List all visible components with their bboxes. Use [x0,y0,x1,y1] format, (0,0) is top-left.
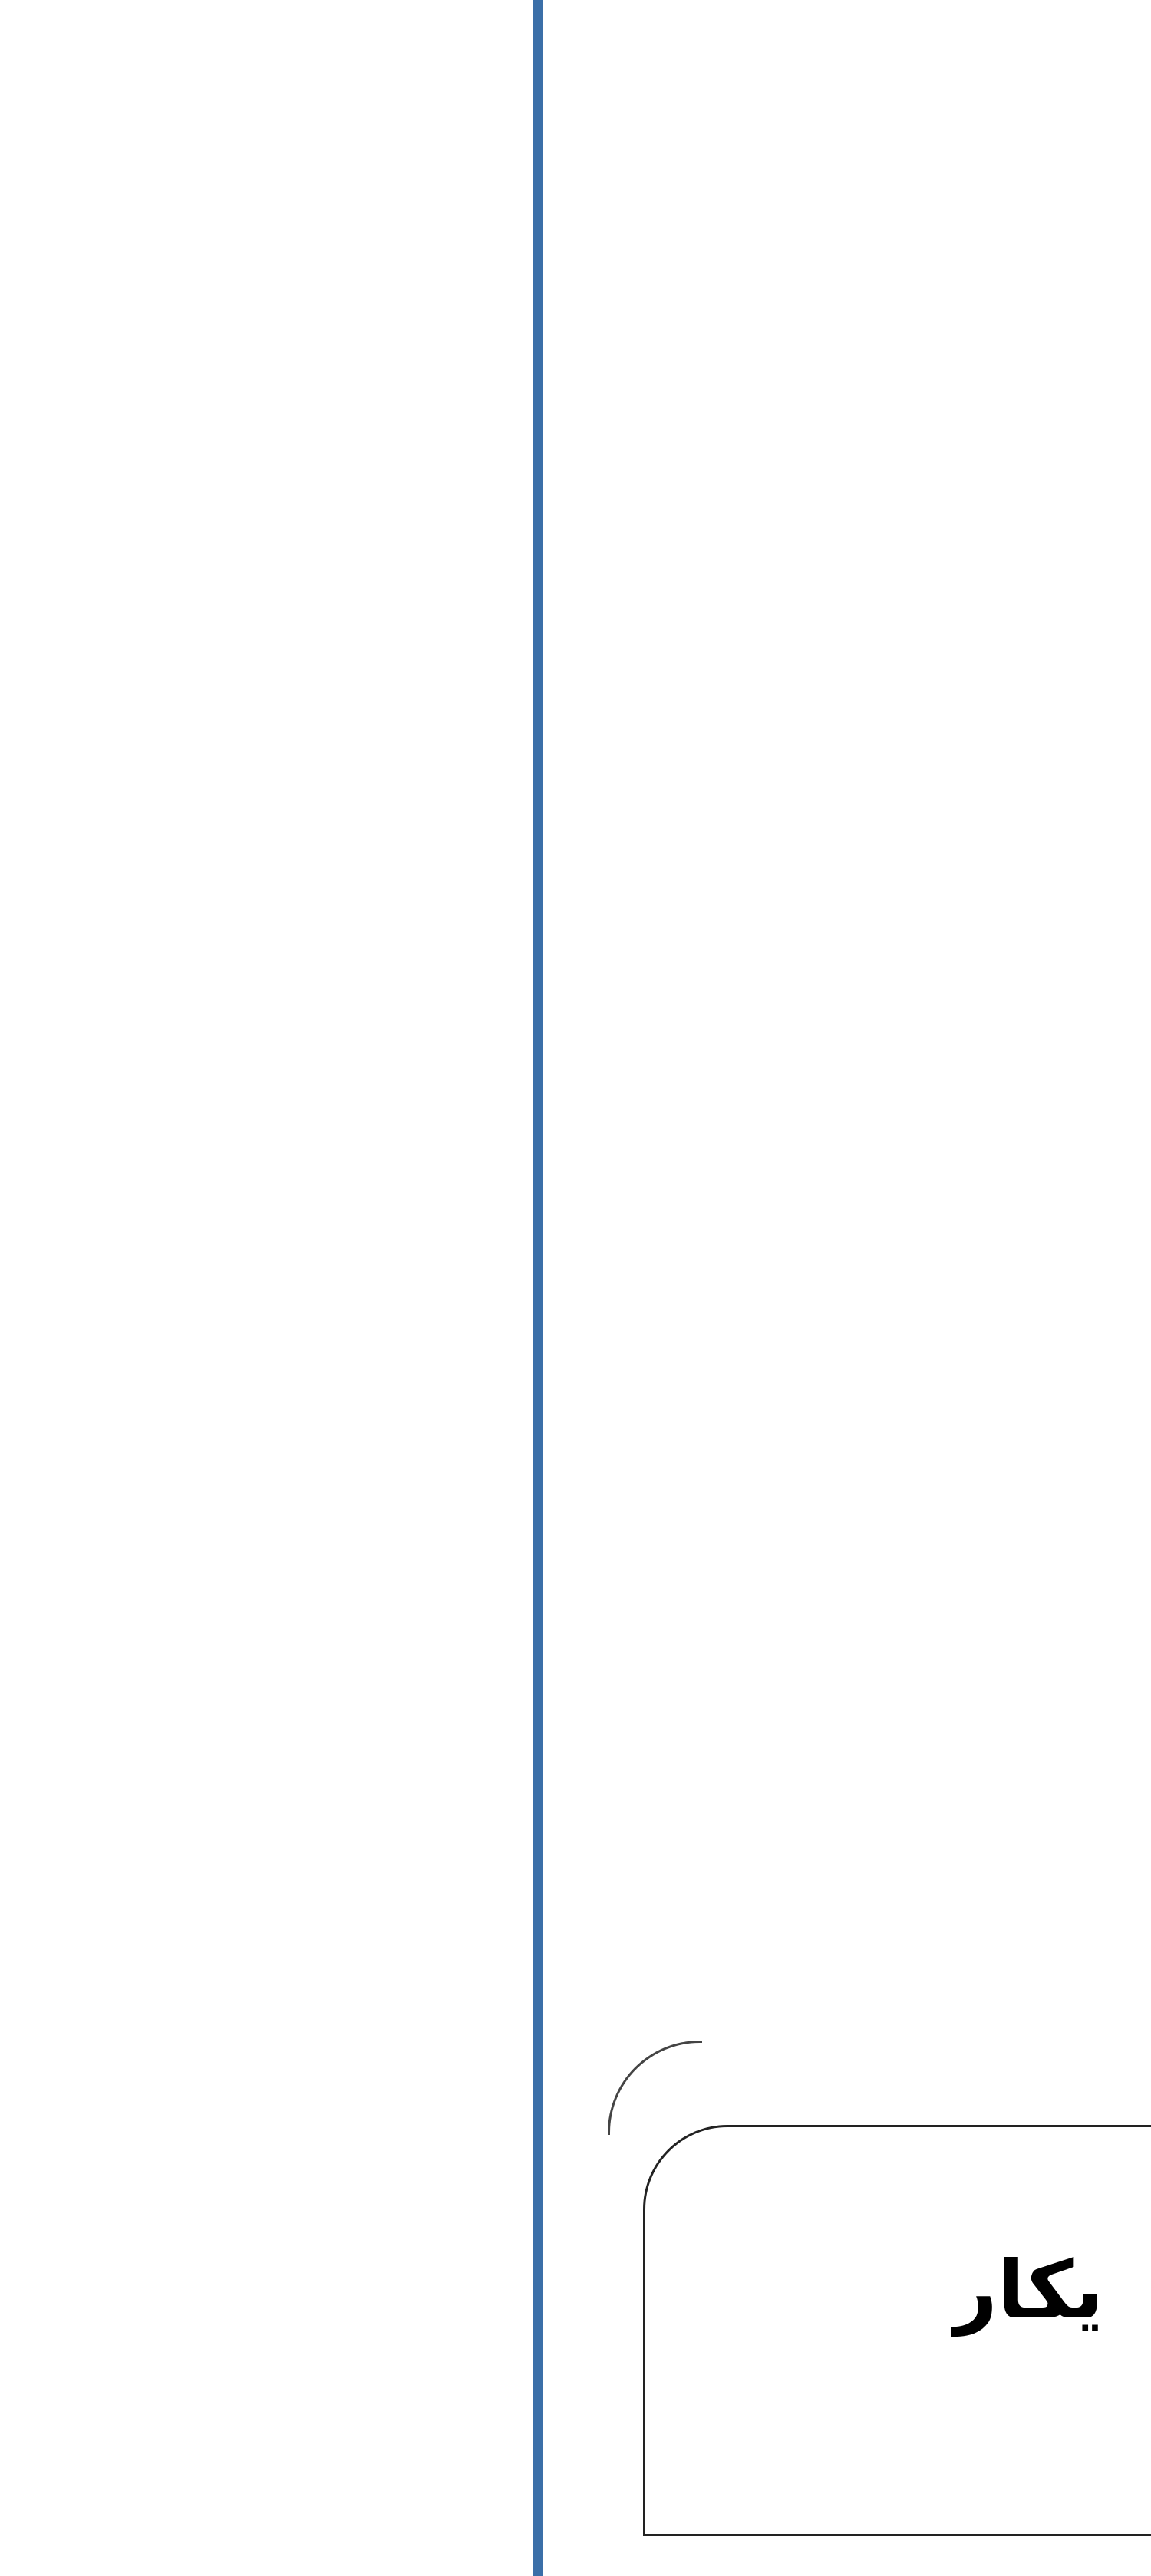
column-divider [533,0,543,2576]
sidebar-box-title: یکار [951,2243,1104,2337]
decorative-arc [608,2041,702,2135]
